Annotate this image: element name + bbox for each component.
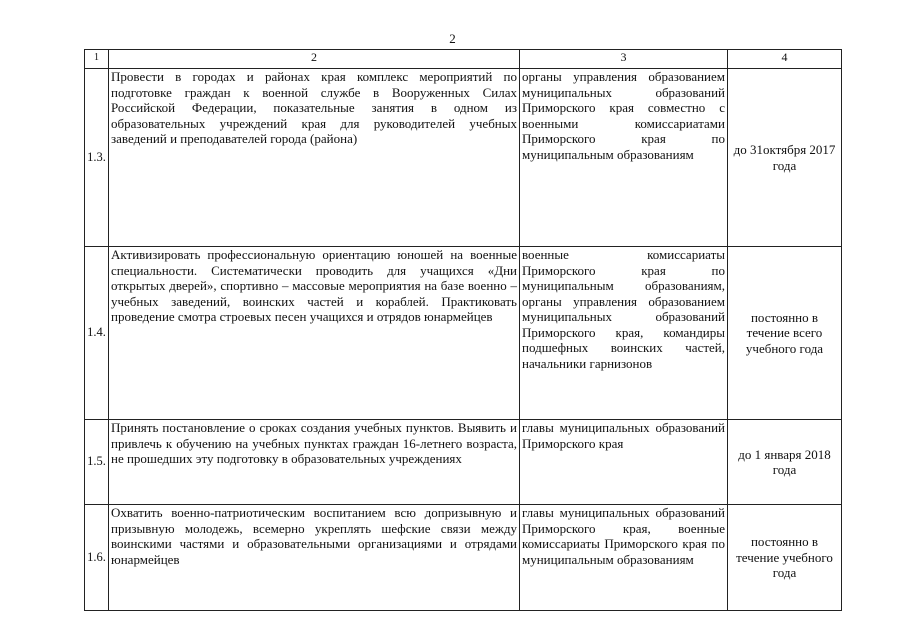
table-row [85,247,842,420]
responsible-text: органы управления образованием муниципальных образований Приморского края совместно с военными комиссариатами Приморского края по муниципальным образованиям [520,69,728,247]
column-header-term: 4 [728,50,842,69]
table-row [85,505,842,611]
row-number: 1.3. [85,69,109,247]
table-row [85,420,842,505]
row-number: 1.6. [85,505,109,611]
measures-table [84,49,842,611]
action-text: Провести в городах и районах края комплекс мероприятий по подготовке граждан к военной службе в Вооруженных Силах Российской Федерации, показательные занятия в одном из образовательных учреждений края для руководителей учебных заведений и преподавателей города (района) [109,69,520,247]
responsible-text: главы муниципальных образований Приморского края [520,420,728,505]
column-header-number: 1 [85,50,109,69]
term-text: до 1 января 2018 года [728,420,842,505]
action-text: Активизировать профессиональную ориентацию юношей на военные специальности. Систематически проводить для учащихся «Дни открытых дверей», спортивно – массовые мероприятия на базе военно – учебных заведений, воинских частей и кораблей. Практиковать проведение смотра строевых песен учащихся и отрядов юнармейцев [109,247,520,420]
action-text: Принять постановление о сроках создания учебных пунктов. Выявить и привлечь к обучению на учебных пунктах граждан 16-летнего возраста, не прошедших эту подготовку в образовательных учреждениях [109,420,520,505]
table-row [85,69,842,247]
term-text: постоянно в течение учебного года [728,505,842,611]
table-header-row [85,50,842,69]
column-header-responsible: 3 [520,50,728,69]
row-number: 1.4. [85,247,109,420]
row-number: 1.5. [85,420,109,505]
action-text: Охватить военно-патриотическим воспитанием всю допризывную и призывную молодежь, всемерно укреплять шефские связи между воинскими частями и образовательными организациями и отрядами юнармейцев [109,505,520,611]
column-header-action: 2 [109,50,520,69]
term-text: постоянно в течение всего учебного года [728,247,842,420]
page-number: 2 [449,31,456,46]
responsible-text: главы муниципальных образований Приморского края, военные комиссариаты Приморского края по муниципальным образованиям [520,505,728,611]
term-text: до 31октября 2017 года [728,69,842,247]
responsible-text: военные комиссариаты Приморского края по муниципальным образованиям, органы управления образованием муниципальных образований Приморского края, командиры подшефных воинских частей, начальники гарнизонов [520,247,728,420]
